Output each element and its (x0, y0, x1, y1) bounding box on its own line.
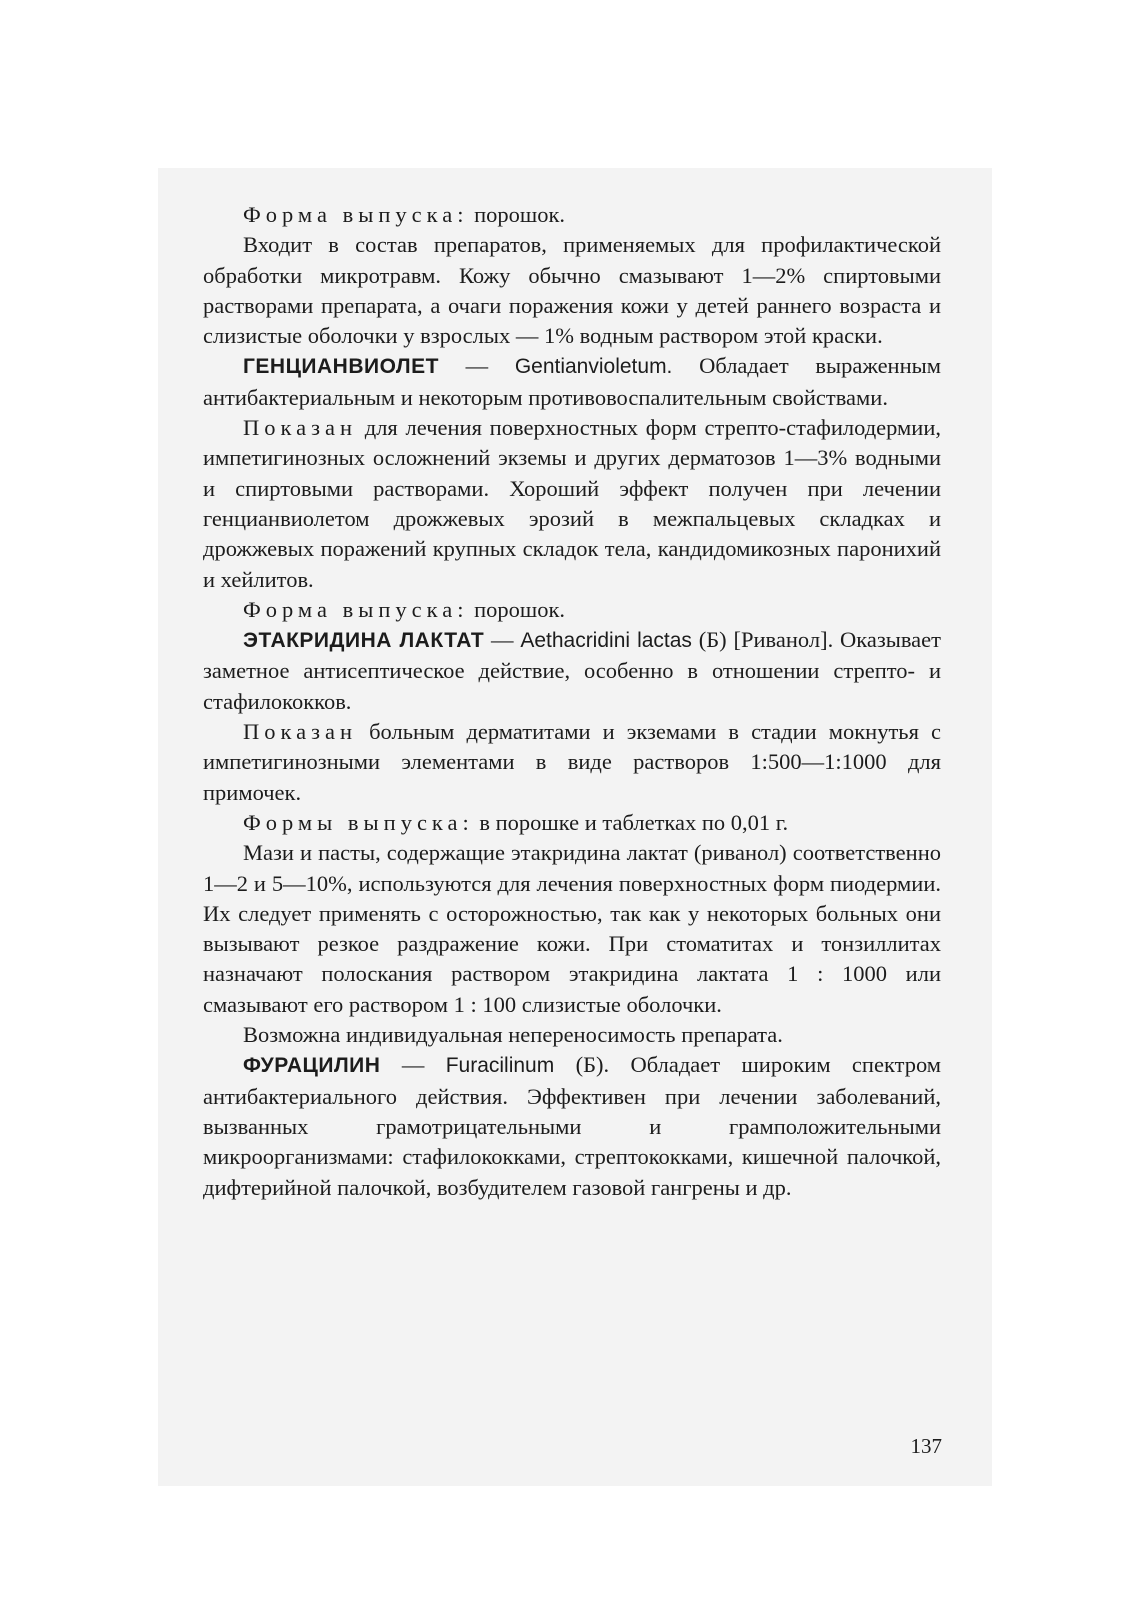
paragraph-usage (203, 230, 941, 351)
release-form-text: порошок. (468, 596, 566, 622)
drug-description: (Б) [Риванол]. Оказывает заметное антисептическое действие, особенно в отношении стрепто- и стафилококков. (203, 627, 941, 714)
drug-latin-name: Furacilinum (445, 1054, 555, 1078)
heading-dash: — (484, 627, 521, 653)
release-form-text: порошок. (468, 202, 566, 227)
heading-dash: — (438, 353, 515, 379)
indications-label: Показан (243, 719, 357, 745)
release-forms-text: в порошке и таблетках по 0,01 г. (473, 809, 789, 835)
indications-text: для лечения поверхностных форм стрепто-стафилодермии, импетигинозных осложнений экземы и других дерматозов 1—3% водными и спиртовыми растворами. Хороший эффект получен при лечении генцианвиолетом дрожжевых эрозий в межпальцевых складках и дрожжевых поражений крупных складок тела, кандидомикозных паронихий и хейлитов. (203, 415, 941, 592)
usage-text: Входит в состав препаратов, применяемых для профилактической обработки микротравм. Кожу обычно смазывают 1—2% спиртовыми растворами препарата, а очаги поражения кожи у детей раннего возраста и слизистые оболочки у взрослых — 1% водным раствором этой краски. (203, 232, 941, 349)
release-forms-label: Формы выпуска: (243, 809, 474, 835)
release-form-label: Форма выпуска: (243, 202, 469, 227)
paragraph-intolerance (203, 1020, 941, 1050)
paragraph-release-forms (203, 808, 941, 838)
release-form-label: Форма выпуска: (243, 596, 469, 622)
page-text (203, 200, 941, 1203)
paragraph-indications-aethacridine (203, 717, 941, 808)
drug-latin-name: Gentianvioletum. (514, 355, 673, 379)
heading-dash: — (380, 1052, 446, 1078)
page-number: 137 (910, 1434, 942, 1458)
paragraph-gentianviolet (203, 351, 941, 413)
indications-text: больным дерматитами и экземами в стадии мокнутья с импетигинозными элементами в виде растворов 1:500—1:1000 для примочек. (203, 719, 941, 805)
indications-label: Показан (243, 415, 357, 441)
paragraph-release-form-2 (203, 595, 941, 625)
paragraph-indications-gentianviolet (203, 413, 941, 595)
drug-latin-name: Aethacridini lactas (520, 629, 692, 653)
paragraph-aethacridine (203, 625, 941, 717)
ointments-text: Мази и пасты, содержащие этакридина лактат (риванол) соответственно 1—2 и 5—10%, используются для лечения поверхностных форм пиодермии. Их следует применять с осторожностью, так как у некоторых больных они вызывают резкое раздражение кожи. При стоматитах и тонзиллитах назначают полоскания раствором этакридина лактата 1 : 1000 или смазывают его раствором 1 : 100 слизистые оболочки. (203, 840, 941, 1017)
drug-description: (Б). Обладает широким спектром антибактериального действия. Эффективен при лечении заболеваний, вызванных грамотрицательными и грамположительными микроорганизмами: стафилококками, стрептококками, кишечной палочкой, дифтерийной палочкой, возбудителем газовой гангрены и др. (203, 1052, 942, 1200)
drug-heading-aethacridine: ЭТАКРИДИНА ЛАКТАТ (243, 629, 485, 653)
paragraph-ointments (203, 838, 941, 1020)
drug-heading-gentianviolet: ГЕНЦИАНВИОЛЕТ (243, 355, 439, 379)
drug-heading-furacilin: ФУРАЦИЛИН (243, 1054, 381, 1078)
drug-description: Обладает выраженным антибактериальным и некоторым противовоспалительным свойствами. (203, 353, 941, 410)
paragraph-furacilin (203, 1050, 941, 1202)
paragraph-release-form-1 (203, 200, 941, 230)
intolerance-text: Возможна индивидуальная непереносимость препарата. (243, 1022, 783, 1048)
